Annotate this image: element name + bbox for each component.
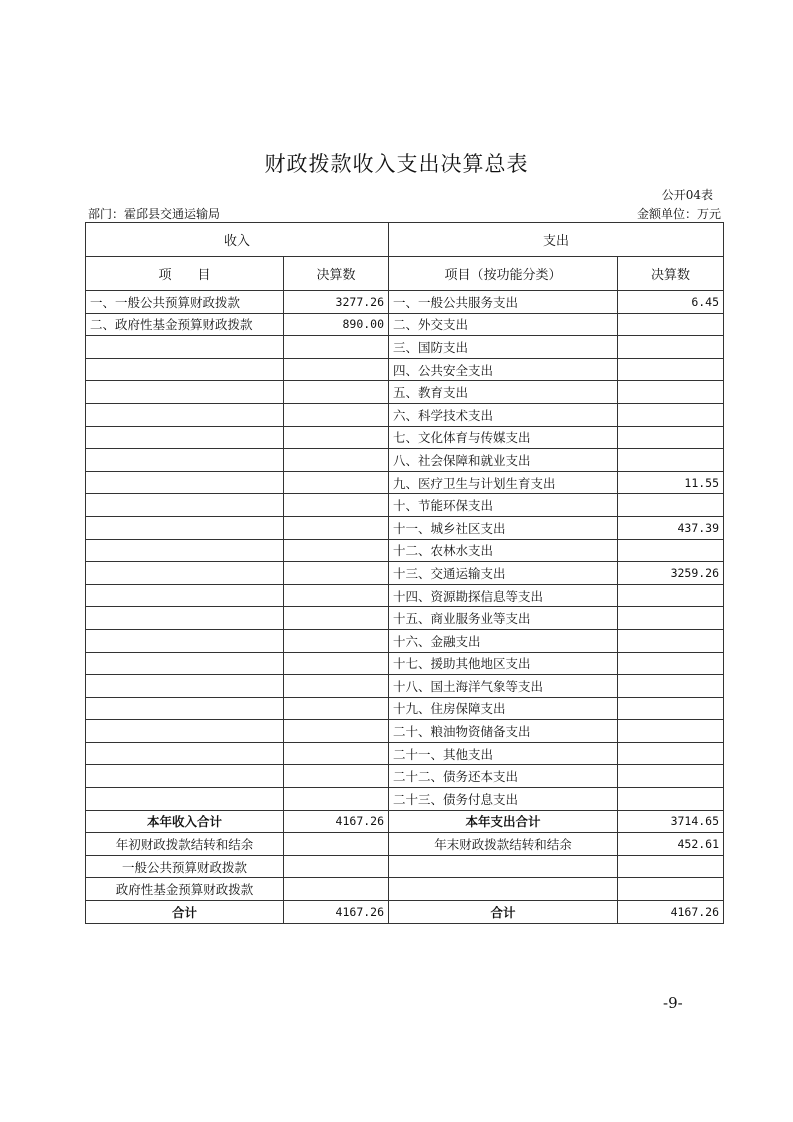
expense-amount [618, 855, 724, 878]
table-row [86, 336, 724, 359]
expense-amount [618, 426, 724, 449]
income-amount [284, 855, 389, 878]
summary-row [86, 878, 724, 901]
summary-row [86, 855, 724, 878]
table-row [86, 607, 724, 630]
expense-item: 二十三、债务付息支出 [389, 788, 618, 811]
expense-item: 合计 [389, 901, 618, 924]
income-amount [284, 336, 389, 359]
income-item [86, 607, 284, 630]
expense-amount [618, 788, 724, 811]
table-row [86, 539, 724, 562]
expense-amount [618, 675, 724, 698]
income-item: 年初财政拨款结转和结余 [86, 833, 284, 856]
expense-amount [618, 403, 724, 426]
expense-item [389, 855, 618, 878]
income-item [86, 788, 284, 811]
expense-amount [618, 381, 724, 404]
income-amount [284, 720, 389, 743]
table-row [86, 675, 724, 698]
income-amount: 890.00 [284, 313, 389, 336]
expense-amount: 3259.26 [618, 562, 724, 585]
expense-item: 十五、商业服务业等支出 [389, 607, 618, 630]
expense-item: 十三、交通运输支出 [389, 562, 618, 585]
income-amount: 4167.26 [284, 901, 389, 924]
income-item: 一般公共预算财政拨款 [86, 855, 284, 878]
income-amount [284, 833, 389, 856]
income-amount: 3277.26 [284, 291, 389, 314]
expense-amount [618, 584, 724, 607]
expense-amount [618, 336, 724, 359]
expense-item: 二十一、其他支出 [389, 742, 618, 765]
table-row [86, 516, 724, 539]
summary-row [86, 833, 724, 856]
table-row [86, 584, 724, 607]
expense-amount [618, 313, 724, 336]
income-item [86, 403, 284, 426]
expense-amount: 437.39 [618, 516, 724, 539]
form-number: 公开04表 [661, 188, 713, 202]
expense-item: 十八、国土海洋气象等支出 [389, 675, 618, 698]
expense-amount [618, 607, 724, 630]
income-item [86, 629, 284, 652]
table-row [86, 652, 724, 675]
page-title: 财政拨款收入支出决算总表 [264, 152, 529, 176]
income-item [86, 652, 284, 675]
income-item: 本年收入合计 [86, 810, 284, 833]
expense-amount [618, 652, 724, 675]
col-item-function: 项目（按功能分类） [389, 257, 618, 291]
table-row [86, 562, 724, 585]
income-item [86, 697, 284, 720]
table-row [86, 742, 724, 765]
expense-item: 四、公共安全支出 [389, 358, 618, 381]
table-row [86, 381, 724, 404]
income-item [86, 765, 284, 788]
income-item: 合计 [86, 901, 284, 924]
expense-item: 本年支出合计 [389, 810, 618, 833]
table-row [86, 358, 724, 381]
expense-header: 支出 [389, 223, 724, 257]
table-row [86, 494, 724, 517]
income-amount [284, 788, 389, 811]
expense-item: 三、国防支出 [389, 336, 618, 359]
income-amount [284, 539, 389, 562]
income-item [86, 562, 284, 585]
expense-amount [618, 878, 724, 901]
income-item [86, 539, 284, 562]
expense-amount [618, 494, 724, 517]
income-item [86, 720, 284, 743]
expense-item: 十九、住房保障支出 [389, 697, 618, 720]
expense-amount: 3714.65 [618, 810, 724, 833]
fiscal-appropriation-table [85, 222, 724, 924]
income-amount [284, 652, 389, 675]
page-number: -9- [663, 994, 683, 1012]
income-amount [284, 562, 389, 585]
col-amount-expense: 决算数 [618, 257, 724, 291]
expense-amount: 6.45 [618, 291, 724, 314]
expense-item: 一、一般公共服务支出 [389, 291, 618, 314]
table-row [86, 471, 724, 494]
table-row [86, 291, 724, 314]
table-row [86, 765, 724, 788]
table-row [86, 313, 724, 336]
expense-amount [618, 539, 724, 562]
income-header: 收入 [86, 223, 389, 257]
expense-amount [618, 765, 724, 788]
income-item [86, 336, 284, 359]
table-row [86, 403, 724, 426]
income-amount [284, 381, 389, 404]
expense-amount [618, 720, 724, 743]
expense-amount [618, 742, 724, 765]
table-row [86, 426, 724, 449]
income-amount: 4167.26 [284, 810, 389, 833]
income-amount [284, 742, 389, 765]
expense-amount [618, 629, 724, 652]
expense-amount: 11.55 [618, 471, 724, 494]
income-amount [284, 607, 389, 630]
expense-item: 二十二、债务还本支出 [389, 765, 618, 788]
expense-item: 八、社会保障和就业支出 [389, 449, 618, 472]
income-amount [284, 426, 389, 449]
income-item [86, 358, 284, 381]
expense-item: 十一、城乡社区支出 [389, 516, 618, 539]
income-item [86, 516, 284, 539]
income-item: 二、政府性基金预算财政拨款 [86, 313, 284, 336]
expense-item: 二十、粮油物资储备支出 [389, 720, 618, 743]
income-item [86, 449, 284, 472]
expense-item: 五、教育支出 [389, 381, 618, 404]
expense-item: 年末财政拨款结转和结余 [389, 833, 618, 856]
expense-amount [618, 358, 724, 381]
income-item: 政府性基金预算财政拨款 [86, 878, 284, 901]
income-amount [284, 675, 389, 698]
income-amount [284, 516, 389, 539]
expense-amount: 452.61 [618, 833, 724, 856]
department-label: 部门：霍邱县交通运输局 [88, 207, 221, 221]
expense-item: 九、医疗卫生与计划生育支出 [389, 471, 618, 494]
expense-item: 六、科学技术支出 [389, 403, 618, 426]
summary-row [86, 901, 724, 924]
income-amount [284, 878, 389, 901]
income-amount [284, 471, 389, 494]
expense-item: 二、外交支出 [389, 313, 618, 336]
income-amount [284, 358, 389, 381]
amount-unit-label: 金额单位：万元 [636, 207, 721, 221]
income-item [86, 675, 284, 698]
income-amount [284, 403, 389, 426]
expense-amount [618, 697, 724, 720]
expense-item: 十六、金融支出 [389, 629, 618, 652]
expense-item: 七、文化体育与传媒支出 [389, 426, 618, 449]
income-item [86, 426, 284, 449]
expense-item: 十四、资源勘探信息等支出 [389, 584, 618, 607]
income-item [86, 381, 284, 404]
table-subheader-row [86, 257, 724, 291]
income-amount [284, 697, 389, 720]
col-item: 项 目 [86, 257, 284, 291]
table-row [86, 697, 724, 720]
table-row [86, 629, 724, 652]
expense-item [389, 878, 618, 901]
expense-item: 十七、援助其他地区支出 [389, 652, 618, 675]
income-amount [284, 494, 389, 517]
table-row [86, 788, 724, 811]
income-item: 一、一般公共预算财政拨款 [86, 291, 284, 314]
income-amount [284, 584, 389, 607]
income-amount [284, 449, 389, 472]
table-header-row [86, 223, 724, 257]
income-amount [284, 629, 389, 652]
summary-row [86, 810, 724, 833]
col-amount: 决算数 [284, 257, 389, 291]
table-row [86, 449, 724, 472]
income-item [86, 584, 284, 607]
income-item [86, 471, 284, 494]
expense-amount [618, 449, 724, 472]
expense-item: 十、节能环保支出 [389, 494, 618, 517]
income-item [86, 742, 284, 765]
income-amount [284, 765, 389, 788]
table-row [86, 720, 724, 743]
expense-amount: 4167.26 [618, 901, 724, 924]
income-item [86, 494, 284, 517]
expense-item: 十二、农林水支出 [389, 539, 618, 562]
